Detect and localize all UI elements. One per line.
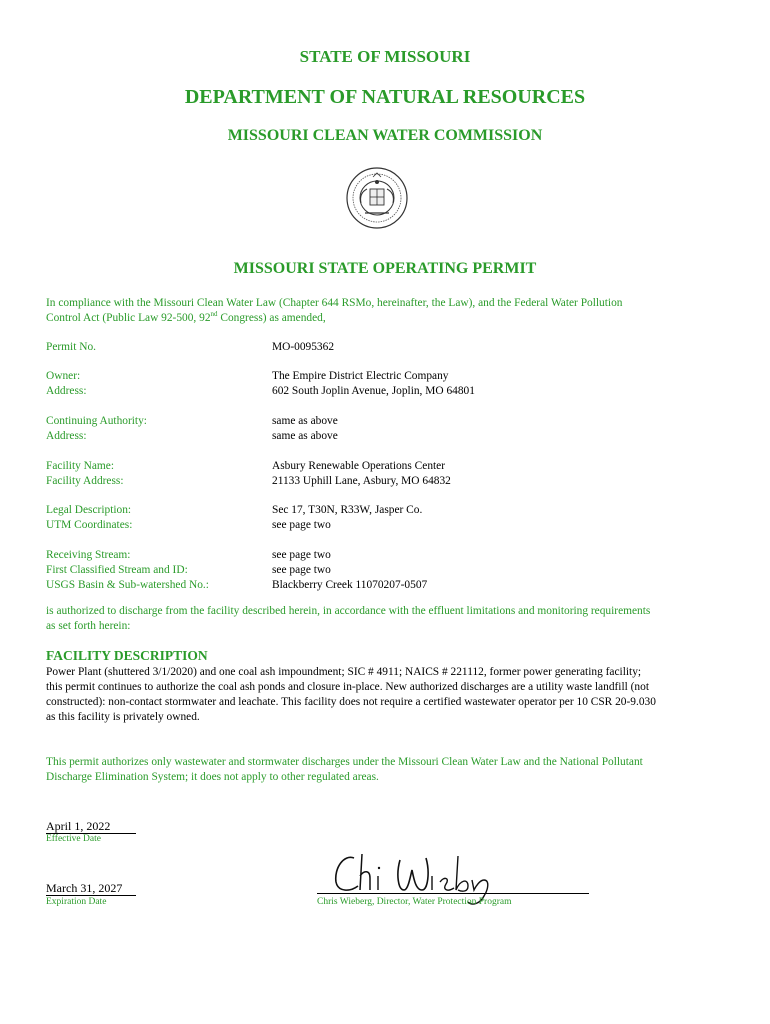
legal-description-label: Legal Description:	[46, 504, 132, 516]
facility-description-heading: FACILITY DESCRIPTION	[46, 648, 208, 663]
department-title: DEPARTMENT OF NATURAL RESOURCES	[184, 86, 586, 108]
permit-title: MISSOURI STATE OPERATING PERMIT	[233, 260, 537, 277]
scope-line-1: This permit authorizes only wastewater and stormwater discharges under the Missouri Clean Water Law and the National Pollutant	[46, 756, 643, 768]
authorization-line-1: is authorized to discharge from the facility described herein, in accordance with the effluent limitations and monitoring requirements	[46, 605, 651, 617]
owner-address-value: 602 South Joplin Avenue, Joplin, MO 64801	[272, 385, 475, 397]
continuing-authority-label: Continuing Authority:	[46, 415, 147, 427]
intro-line-2: Control Act (Public Law 92-500, 92nd Congress) as amended,	[46, 310, 326, 324]
effective-date-value: April 1, 2022	[46, 819, 136, 834]
effective-date-label: Effective Date	[46, 834, 101, 844]
facility-address-label: Facility Address:	[46, 475, 124, 487]
authorization-line-2: as set forth herein:	[46, 620, 131, 632]
utm-value: see page two	[272, 519, 331, 531]
facility-description-line-4: as this facility is privately owned.	[46, 711, 200, 723]
facility-description-text	[46, 665, 736, 725]
handwritten-signature	[326, 846, 526, 918]
expiration-date-value: March 31, 2027	[46, 881, 136, 896]
signatory-name-title: Chris Wieberg, Director, Water Protection Program	[317, 897, 512, 907]
signature-line	[317, 893, 589, 894]
facility-name-label: Facility Name:	[46, 460, 115, 472]
facility-address-value: 21133 Uphill Lane, Asbury, MO 64832	[272, 475, 451, 487]
usgs-value: Blackberry Creek 11070207-0507	[272, 579, 428, 591]
permit-no-value: MO-0095362	[272, 341, 335, 353]
first-classified-value: see page two	[272, 564, 331, 576]
usgs-label: USGS Basin & Sub-watershed No.:	[46, 579, 209, 591]
receiving-stream-value: see page two	[272, 549, 331, 561]
owner-label: Owner:	[46, 370, 81, 382]
facility-description-line-3: constructed): non-contact stormwater and leachate. This facility does not require a certified wastewater operator per 10 CSR 20-9.030	[46, 696, 656, 708]
facility-name-value: Asbury Renewable Operations Center	[272, 460, 446, 472]
commission-title: MISSOURI CLEAN WATER COMMISSION	[227, 127, 543, 144]
state-title: STATE OF MISSOURI	[299, 47, 471, 66]
ca-address-label: Address:	[46, 430, 87, 442]
owner-address-label: Address:	[46, 385, 87, 397]
first-classified-label: First Classified Stream and ID:	[46, 564, 188, 576]
utm-label: UTM Coordinates:	[46, 519, 133, 531]
scope-statement	[46, 755, 736, 785]
continuing-authority-value: same as above	[272, 415, 338, 427]
compliance-intro	[46, 296, 736, 326]
ca-address-value: same as above	[272, 430, 338, 442]
legal-description-value: Sec 17, T30N, R33W, Jasper Co.	[272, 504, 423, 516]
facility-description-line-1: Power Plant (shuttered 3/1/2020) and one coal ash impoundment; SIC # 4911; NAICS # 221112, former power generating facility;	[46, 666, 642, 678]
facility-description-line-2: this permit continues to authorize the coal ash ponds and closure in-place. New authorized discharges are a utility waste landfill (not	[46, 681, 649, 693]
permit-no-label: Permit No.	[46, 341, 96, 353]
expiration-date-label: Expiration Date	[46, 897, 107, 907]
state-seal-icon	[345, 163, 409, 233]
receiving-stream-label: Receiving Stream:	[46, 549, 131, 561]
scope-line-2: Discharge Elimination System; it does not apply to other regulated areas.	[46, 771, 379, 783]
owner-value: The Empire District Electric Company	[272, 370, 449, 382]
intro-line-1: In compliance with the Missouri Clean Water Law (Chapter 644 RSMo, hereinafter, the Law), and the Federal Water Pollution	[46, 297, 623, 309]
authorization-text	[46, 604, 736, 634]
